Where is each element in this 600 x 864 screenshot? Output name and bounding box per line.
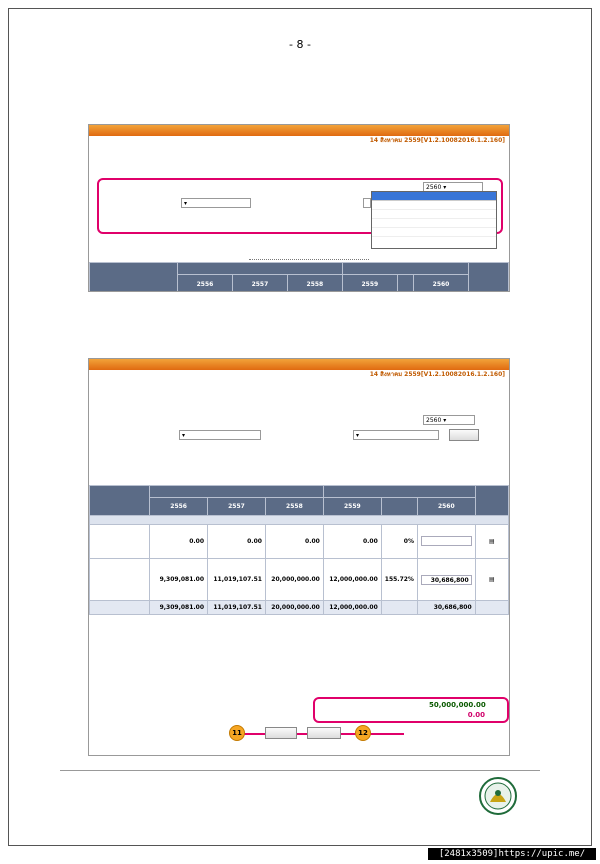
year-header: 2559 — [342, 275, 397, 293]
year-header: 2557 — [208, 498, 266, 516]
income-type-select[interactable]: ▾ — [179, 430, 261, 440]
income-category-select[interactable] — [363, 198, 371, 208]
version-date: 14 สิงหาคม 2559[V1.2.10082016.1.2.160] — [369, 137, 505, 144]
year-header: 2558 — [287, 275, 342, 293]
watermark: [2481x3509]https://upic.me/ — [428, 848, 596, 860]
department-logo — [478, 776, 518, 816]
income-category-dropdown[interactable] — [371, 191, 497, 249]
header-estimate — [323, 486, 475, 498]
dropdown-option[interactable] — [372, 228, 496, 237]
separator — [249, 259, 369, 260]
cell-2556: 0.00 — [150, 525, 208, 559]
cell-2557: 0.00 — [208, 525, 266, 559]
cell-2558: 20,000,000.00 — [265, 559, 323, 601]
header-actual — [150, 486, 324, 498]
header-item — [90, 263, 178, 293]
fiscal-year-select[interactable]: 2560 ▾ — [423, 182, 483, 192]
dropdown-option[interactable] — [372, 201, 496, 210]
amount-input[interactable] — [421, 536, 472, 546]
total-2558: 20,000,000.00 — [265, 601, 323, 615]
cell-2557: 11,019,107.51 — [208, 559, 266, 601]
dropdown-option[interactable] — [372, 210, 496, 219]
year-header: 2557 — [232, 275, 287, 293]
save-button[interactable] — [265, 727, 297, 739]
year-header: 2559 — [323, 498, 381, 516]
section-header — [90, 516, 509, 525]
total-2560: 30,686,800 — [417, 601, 475, 615]
search-button[interactable] — [449, 429, 479, 441]
dropdown-option[interactable] — [372, 192, 496, 201]
dropdown-option[interactable] — [372, 237, 496, 246]
cell-2558: 0.00 — [265, 525, 323, 559]
cell-difference: 0% — [381, 525, 417, 559]
cell-2559: 0.00 — [323, 525, 381, 559]
cell-2560 — [417, 559, 475, 601]
cell-2559: 12,000,000.00 — [323, 559, 381, 601]
note-icon[interactable]: ▤ — [475, 559, 508, 601]
year-header: 2556 — [150, 498, 208, 516]
page-number: - 8 - — [289, 38, 311, 51]
header-item — [90, 486, 150, 516]
row-label — [90, 559, 150, 601]
fiscal-year-select[interactable]: 2560 ▾ — [423, 415, 475, 425]
total-income-value: 50,000,000.00 — [429, 701, 486, 709]
note-icon[interactable]: ▤ — [475, 525, 508, 559]
screenshot-budget-entry-2 — [88, 358, 510, 756]
cell-2556: 9,309,081.00 — [150, 559, 208, 601]
budget-table-header — [89, 262, 509, 292]
year-header: 2556 — [178, 275, 233, 293]
header-difference — [397, 275, 413, 293]
total-2556: 9,309,081.00 — [150, 601, 208, 615]
version-date: 14 สิงหาคม 2559[V1.2.10082016.1.2.160] — [369, 371, 505, 378]
window-title — [89, 359, 509, 370]
table-row — [90, 525, 509, 559]
amount-input[interactable]: 30,686,800 — [421, 575, 472, 585]
total-label — [90, 601, 150, 615]
total-2557: 11,019,107.51 — [208, 601, 266, 615]
year-header: 2560 — [417, 498, 475, 516]
screenshot-budget-entry-1 — [88, 124, 510, 292]
total-2559: 12,000,000.00 — [323, 601, 381, 615]
total-explain — [475, 601, 508, 615]
cell-difference: 155.72% — [381, 559, 417, 601]
header-actual — [178, 263, 343, 275]
header-estimate — [342, 263, 468, 275]
step-badge-11: 11 — [229, 725, 245, 741]
finish-button[interactable] — [307, 727, 341, 739]
income-type-select[interactable]: ▾ — [181, 198, 251, 208]
header-explain — [469, 263, 509, 293]
year-header: 2558 — [265, 498, 323, 516]
income-category-select[interactable]: ▾ — [353, 430, 439, 440]
budget-table — [89, 485, 509, 615]
table-row — [90, 559, 509, 601]
row-label — [90, 525, 150, 559]
header-difference — [381, 498, 417, 516]
window-title — [89, 125, 509, 136]
dropdown-option[interactable] — [372, 219, 496, 228]
total-row — [90, 601, 509, 615]
step-badge-12: 12 — [355, 725, 371, 741]
footer-divider — [60, 770, 540, 771]
total-difference — [381, 601, 417, 615]
header-explain — [475, 486, 508, 516]
year-header: 2560 — [414, 275, 469, 293]
total-expense-value: 0.00 — [467, 711, 485, 719]
cell-2560 — [417, 525, 475, 559]
